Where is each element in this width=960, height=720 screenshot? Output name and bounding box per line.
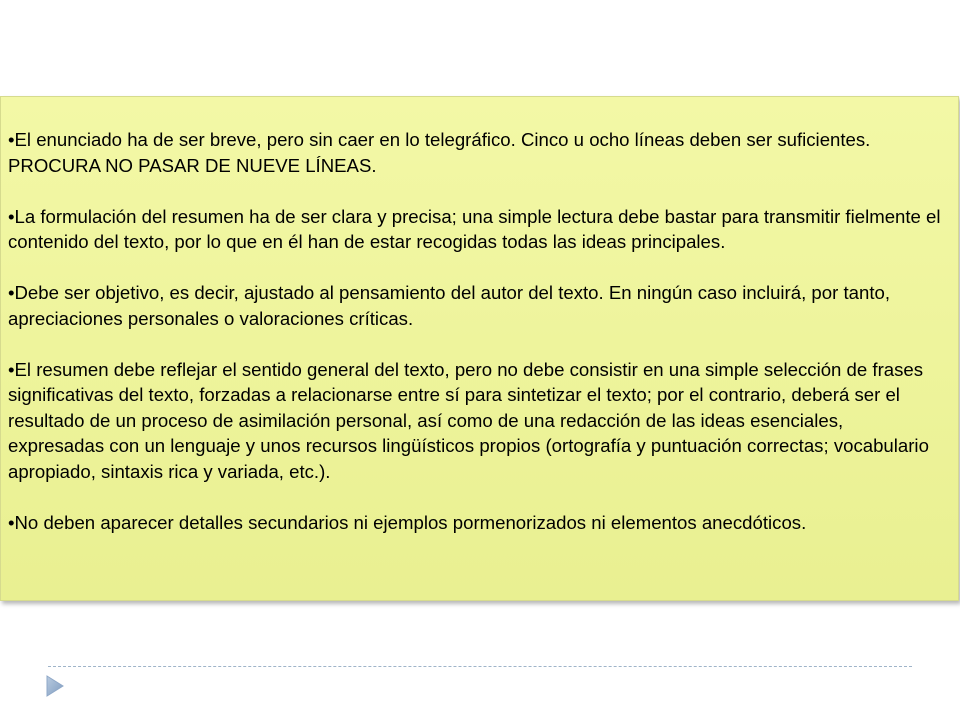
paragraph-spacer — [8, 255, 944, 281]
paragraph-spacer — [8, 178, 944, 204]
bullet-paragraph-5: •No deben aparecer detalles secundarios ni ejemplos pormenorizados ni elementos anecdóticos. — [8, 511, 807, 533]
paragraph-spacer — [8, 484, 944, 510]
bullet-paragraph-1: •El enunciado ha de ser breve, pero sin caer en lo telegráfico. Cinco u ocho líneas deben ser suficientes. PROCURA NO PASAR DE NUEVE LÍNEAS. — [8, 129, 871, 176]
play-triangle-icon[interactable] — [46, 675, 64, 697]
bullet-paragraph-4: •El resumen debe reflejar el sentido general del texto, pero no debe consistir en una simple selección de frases significativas del texto, forzadas a relacionarse entre sí para sintetizar el texto; por el contrario, deberá ser el resultado de un proceso de asimilación personal, así como de una redacción de las ideas esenciales, expresadas con un lenguaje y unos recursos lingüísticos propios (ortografía y puntuación correctas; vocabulario apropiado, sintaxis rica y variada, etc.). — [8, 358, 929, 482]
footer-divider — [48, 666, 912, 667]
content-textbox — [0, 96, 959, 601]
paragraph-spacer — [8, 331, 944, 357]
bullet-paragraph-3: •Debe ser objetivo, es decir, ajustado al pensamiento del autor del texto. En ningún caso incluirá, por tanto, apreciaciones personales o valoraciones críticas. — [8, 282, 890, 329]
bullet-paragraph-2: •La formulación del resumen ha de ser clara y precisa; una simple lectura debe bastar para transmitir fielmente el contenido del texto, por lo que en él han de estar recogidas todas las ideas principales. — [8, 205, 941, 252]
